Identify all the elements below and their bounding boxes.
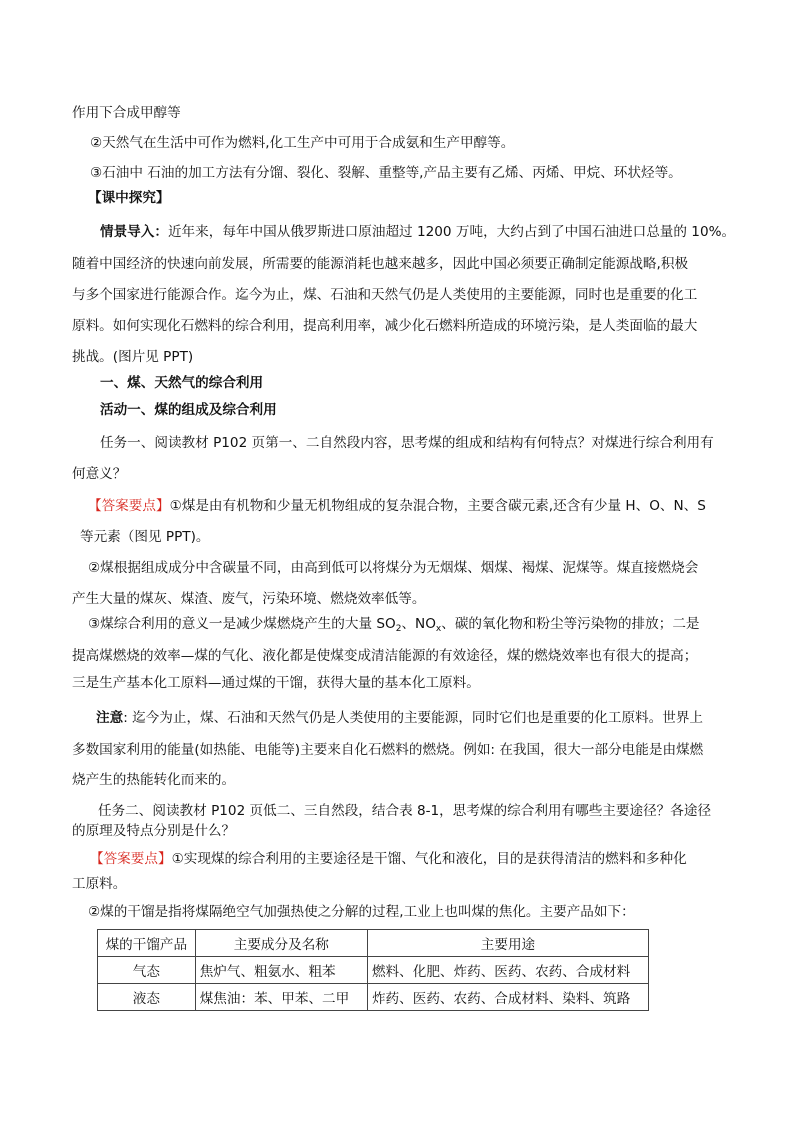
table-header-row bbox=[98, 930, 649, 957]
paragraph-line bbox=[88, 614, 700, 639]
table-row bbox=[98, 957, 649, 984]
answer-line bbox=[90, 849, 687, 869]
subscript: 2 bbox=[395, 624, 402, 634]
text-run: 、碳的氧化物和粉尘等污染物的排放；二是 bbox=[441, 616, 700, 632]
table-cell: 炸药、医药、农药、合成材料、染料、筑路 bbox=[367, 984, 648, 1011]
table-cell: 液态 bbox=[98, 984, 196, 1011]
paragraph-line: 原料。如何实现化石燃料的综合利用，提高利用率，减少化石燃料所造成的环境污染，是人类面临的最大 bbox=[72, 318, 698, 334]
paragraph-line: ②煤根据组成成分中含碳量不同，由高到低可以将煤分为无烟煤、烟煤、褐煤、泥煤等。煤直接燃烧会 bbox=[88, 560, 699, 576]
table-cell: 煤焦油：苯、甲苯、二甲 bbox=[195, 984, 367, 1011]
table-cell: 焦炉气、粗氨水、粗苯 bbox=[195, 957, 367, 984]
task-line: 任务二、阅读教材 P102 页低二、三自然段，结合表 8-1，思考煤的综合利用有哪些主要途径？各途径 bbox=[98, 803, 712, 819]
paragraph-line: 三是生产基本化工原料—通过煤的干馏，获得大量的基本化工原料。 bbox=[72, 675, 480, 691]
paragraph-line: ②天然气在生活中可作为燃料,化工生产中可用于合成氨和生产甲醇等。 bbox=[90, 135, 515, 151]
note-text: : 迄今为止，煤、石油和天然气仍是人类使用的主要能源，同时它们也是重要的化工原料。世界上 bbox=[123, 710, 704, 726]
table-row bbox=[98, 984, 649, 1011]
lead-in-text: 近年来，每年中国从俄罗斯进口原油超过 1200 万吨，大约占到了中国石油进口总量的 10%。 bbox=[167, 224, 736, 240]
text-run: ③煤综合利用的意义一是减少煤燃烧产生的大量 SO bbox=[88, 616, 396, 632]
note-line bbox=[96, 708, 703, 728]
paragraph-line: 等元素（图见 PPT)。 bbox=[80, 529, 210, 545]
section-heading: 【课中探究】 bbox=[88, 190, 170, 206]
answer-text: ①煤是由有机物和少量无机物组成的复杂混合物，主要含碳元素,还含有少量 H、O、N、S bbox=[169, 498, 706, 514]
table-cell: 燃料、化肥、炸药、医药、农药、合成材料 bbox=[367, 957, 648, 984]
paragraph-line: 与多个国家进行能源合作。迄今为止，煤、石油和天然气仍是人类使用的主要能源，同时也是重要的化工 bbox=[72, 287, 698, 303]
paragraph-line: 工原料。 bbox=[72, 876, 127, 892]
coal-distillation-products-table bbox=[97, 929, 649, 1011]
paragraph-line: 挑战。(图片见 PPT) bbox=[72, 349, 194, 365]
paragraph-line: 多数国家利用的能量(如热能、电能等)主要来自化石燃料的燃烧。例如: 在我国，很大一部分电能是由煤燃 bbox=[72, 742, 704, 758]
lead-in-label: 情景导入： bbox=[100, 224, 168, 240]
table-header-cell: 主要成分及名称 bbox=[195, 930, 367, 957]
task-line: 任务一、阅读教材 P102 页第一、二自然段内容，思考煤的组成和结构有何特点？对煤进行综合利用有 bbox=[100, 435, 714, 451]
answer-label: 【答案要点】 bbox=[90, 851, 172, 867]
table-cell: 气态 bbox=[98, 957, 196, 984]
task-line: 的原理及特点分别是什么？ bbox=[72, 823, 236, 839]
subscript: x bbox=[435, 624, 442, 634]
paragraph-line: ③石油中 石油的加工方法有分馏、裂化、裂解、重整等,产品主要有乙烯、丙烯、甲烷、环状烃等。 bbox=[90, 165, 682, 181]
paragraph-line bbox=[100, 222, 735, 242]
table-header-cell: 主要用途 bbox=[367, 930, 648, 957]
note-label: 注意 bbox=[96, 710, 124, 726]
paragraph-line: 提高煤燃烧的效率—煤的气化、液化都是使煤变成清洁能源的有效途径，煤的燃烧效率也有很大的提高； bbox=[72, 648, 698, 664]
answer-line bbox=[88, 496, 706, 516]
section-heading: 一、煤、天然气的综合利用 bbox=[100, 375, 264, 391]
answer-text: ①实现煤的综合利用的主要途径是干馏、气化和液化，目的是获得清洁的燃料和多种化 bbox=[171, 851, 687, 867]
paragraph-line: 随着中国经济的快速向前发展，所需要的能源消耗也越来越多，因此中国必须要正确制定能源战略,积极 bbox=[72, 256, 689, 272]
table-header-cell: 煤的干馏产品 bbox=[98, 930, 196, 957]
task-line: 何意义？ bbox=[72, 466, 127, 482]
activity-heading: 活动一、煤的组成及综合利用 bbox=[100, 402, 277, 418]
paragraph-line: 烧产生的热能转化而来的。 bbox=[72, 772, 236, 788]
paragraph-line: 作用下合成甲醇等 bbox=[72, 105, 181, 121]
answer-label: 【答案要点】 bbox=[88, 498, 170, 514]
text-run: 、NO bbox=[401, 616, 436, 632]
paragraph-line: ②煤的干馏是指将煤隔绝空气加强热使之分解的过程,工业上也叫煤的焦化。主要产品如下： bbox=[88, 904, 635, 920]
paragraph-line: 产生大量的煤灰、煤渣、废气，污染环境、燃烧效率低等。 bbox=[72, 591, 426, 607]
